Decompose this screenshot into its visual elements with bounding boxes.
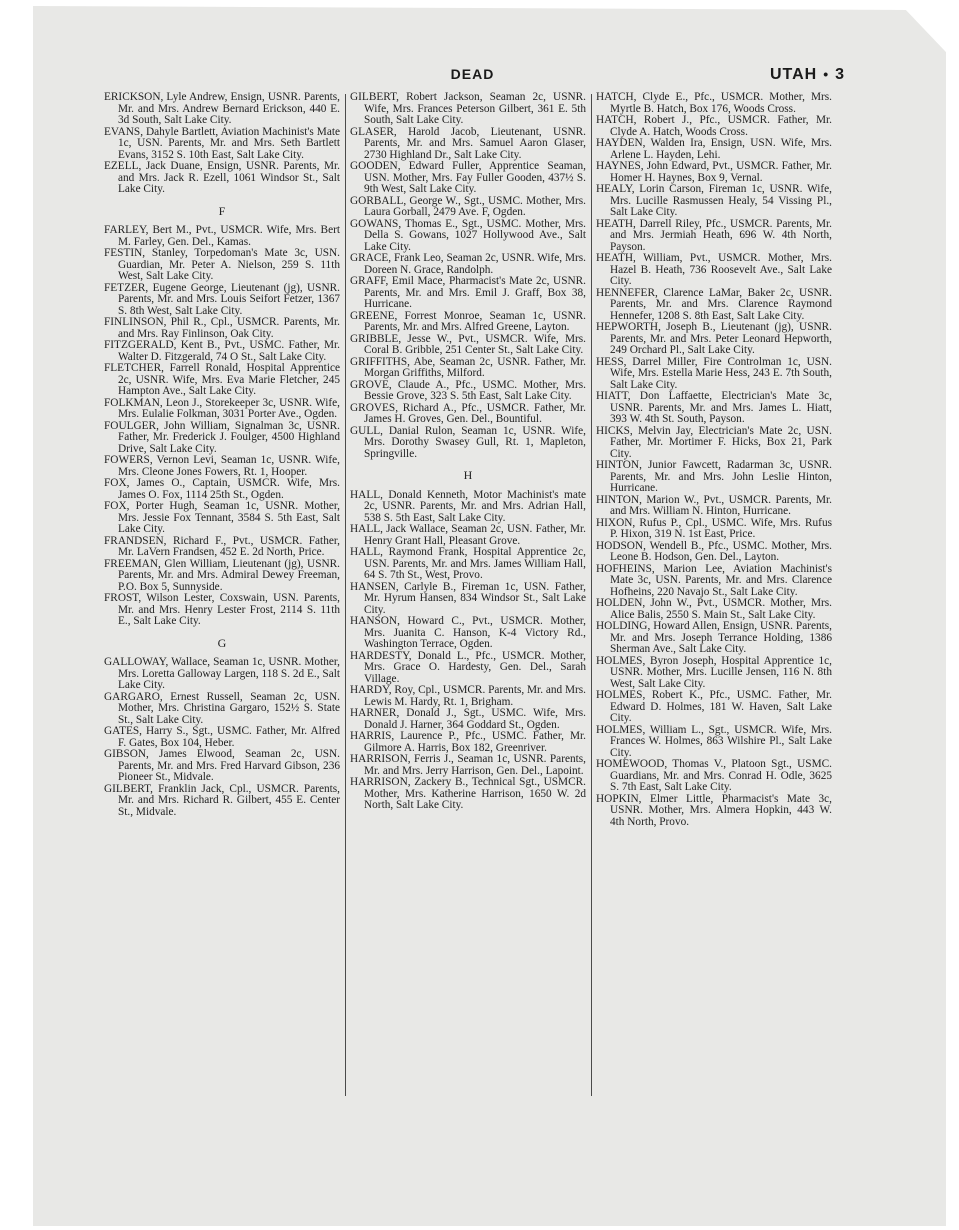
casualty-entry: GIBSON, James Elwood, Seaman 2c, USN. Parents, Mr. and Mrs. Fred Harvard Gibson, 236 Pioneer St., Midvale.: [104, 748, 340, 783]
casualty-entry: FETZER, Eugene George, Lieutenant (jg), USNR. Parents, Mr. and Mrs. Louis Seifort Fetzer, 1367 S. 8th West, Salt Lake City.: [104, 281, 340, 317]
casualty-entry: HAYDEN, Walden Ira, Ensign, USN. Wife, Mrs. Arlene L. Hayden, Lehi.: [596, 137, 832, 161]
casualty-entry: HOLMES, William L., Sgt., USMCR. Wife, Mrs. Frances W. Holmes, 863 Wilshire Pl., Salt Lake City.: [596, 723, 832, 759]
casualty-entry: HICKS, Melvin Jay, Electrician's Mate 2c, USN. Father, Mr. Mortimer F. Hicks, Box 21, Park City.: [596, 424, 832, 460]
casualty-entry: HEATH, William, Pvt., USMCR. Mother, Mrs. Hazel B. Heath, 736 Roosevelt Ave., Salt Lake City.: [596, 252, 832, 287]
casualty-entry: FESTIN, Stanley, Torpedoman's Mate 3c, USN. Guardian, Mr. Peter A. Nielson, 259 S. 11th West, Salt Lake City.: [104, 247, 340, 282]
casualty-entry: FOLKMAN, Leon J., Storekeeper 3c, USNR. Wife, Mrs. Eulalie Folkman, 3031 Porter Ave., Ogden.: [104, 396, 340, 420]
casualty-entry: HOLDEN, John W., Pvt., USMCR. Mother, Mrs. Alice Balis, 2550 S. Main St., Salt Lake City.: [596, 597, 832, 621]
casualty-entry: HALL, Jack Wallace, Seaman 2c, USN. Father, Mr. Henry Grant Hall, Pleasant Grove.: [350, 523, 586, 547]
casualty-entry: HATCH, Robert J., Pfc., USMCR. Father, Mr. Clyde A. Hatch, Woods Cross.: [596, 114, 832, 138]
casualty-entry: GULL, Danial Rulon, Seaman 1c, USNR. Wife, Mrs. Dorothy Swasey Gull, Rt. 1, Mapleton, Springville.: [350, 424, 586, 460]
state-page-label: [770, 66, 845, 84]
casualty-entry: GOWANS, Thomas E., Sgt., USMC. Mother, Mrs. Della S. Gowans, 1027 Hollywood Ave., Salt Lake City.: [350, 217, 586, 253]
section-letter: H: [463, 468, 473, 482]
casualty-entry: HARDESTY, Donald L., Pfc., USMCR. Mother, Mrs. Grace O. Hardesty, Gen. Del., Sarah Village.: [350, 649, 586, 685]
casualty-entry: HINTON, Marion W., Pvt., USMCR. Parents, Mr. and Mrs. William N. Hinton, Hurricane.: [596, 493, 832, 517]
casualty-entry: GREENE, Forrest Monroe, Seaman 1c, USNR. Parents, Mr. and Mrs. Alfred Greene, Layton.: [350, 309, 586, 333]
column-divider-1: [345, 94, 346, 1096]
casualty-entry: HENNEFER, Clarence LaMar, Baker 2c, USNR. Parents, Mr. and Mrs. Clarence Raymond Hennefer, 1208 S. 8th East, Salt Lake City.: [596, 286, 832, 322]
casualty-entry: FLETCHER, Farrell Ronald, Hospital Apprentice 2c, USNR. Wife, Mrs. Eva Marie Fletcher, 245 Hampton Ave., Salt Lake City.: [104, 362, 340, 397]
page-number: 3: [835, 66, 845, 83]
page-header: [100, 66, 845, 90]
casualty-entry: HEPWORTH, Joseph B., Lieutenant (jg), USNR. Parents, Mr. and Mrs. Peter Leonard Hepworth, 249 Orchard Pl., Salt Lake City.: [596, 321, 832, 356]
column-2: [350, 92, 586, 1092]
casualty-entry: HALL, Donald Kenneth, Motor Machinist's mate 2c, USNR. Parents, Mr. and Mrs. Adrian Hall, 538 S. 5th East, Salt Lake City.: [350, 488, 586, 524]
casualty-entry: HOLMES, Robert K., Pfc., USMC. Father, Mr. Edward D. Holmes, 181 W. Haven, Salt Lake City.: [596, 689, 832, 724]
casualty-entry: GALLOWAY, Wallace, Seaman 1c, USNR. Mother, Mrs. Loretta Galloway Largen, 118 S. 2d E., Salt Lake City.: [104, 656, 340, 691]
casualty-entry: HIATT, Don Laffaette, Electrician's Mate 3c, USNR. Parents, Mr. and Mrs. James L. Hiatt, 393 W. 4th St. South, Payson.: [596, 390, 832, 425]
casualty-entry: HATCH, Clyde E., Pfc., USMCR. Mother, Mrs. Myrtle B. Hatch, Box 176, Woods Cross.: [596, 92, 832, 115]
casualty-entry: FREEMAN, Glen William, Lieutenant (jg), USNR. Parents, Mr. and Mrs. Admiral Dewey Freeman, P.O. Box 5, Sunnyside.: [104, 557, 340, 593]
casualty-entry: HARRIS, Laurence P., Pfc., USMC. Father, Mr. Gilmore A. Harris, Box 182, Greenriver.: [350, 730, 586, 754]
casualty-entry: HINTON, Junior Fawcett, Radarman 3c, USNR. Parents, Mr. and Mrs. John Leslie Hinton, Hurricane.: [596, 459, 832, 494]
casualty-entry: FOWERS, Vernon Levi, Seaman 1c, USNR. Wife, Mrs. Cleone Jones Fowers, Rt. 1, Hooper.: [104, 454, 340, 478]
casualty-entry: EVANS, Dahyle Bartlett, Aviation Machinist's Mate 1c, USN. Parents, Mr. and Mrs. Seth Bartlett Evans, 3152 S. 10th East, Salt Lake City.: [104, 125, 340, 161]
casualty-entry: HOFHEINS, Marion Lee, Aviation Machinist's Mate 3c, USN. Parents, Mr. and Mrs. Clarence Hofheins, 220 Navajo St., Salt Lake City.: [596, 562, 832, 598]
casualty-entry: EZELL, Jack Duane, Ensign, USNR. Parents, Mr. and Mrs. Jack R. Ezell, 1061 Windsor St., Salt Lake City.: [104, 160, 340, 195]
casualty-entry: HOMEWOOD, Thomas V., Platoon Sgt., USMC. Guardians, Mr. and Mrs. Conrad H. Odle, 3625 S. 7th East, Salt Lake City.: [596, 758, 832, 793]
casualty-entry: GRIFFITHS, Abe, Seaman 2c, USNR. Father, Mr. Morgan Griffiths, Milford.: [350, 355, 586, 379]
casualty-entry: FOX, James O., Captain, USMCR. Wife, Mrs. James O. Fox, 1114 25th St., Ogden.: [104, 477, 340, 501]
section-letter: F: [218, 203, 226, 218]
casualty-entry: ERICKSON, Lyle Andrew, Ensign, USNR. Parents, Mr. and Mrs. Andrew Bernard Erickson, 440 E. 3d South, Salt Lake City.: [104, 92, 340, 126]
casualty-entry: FRANDSEN, Richard F., Pvt., USMCR. Father, Mr. LaVern Frandsen, 452 E. 2d North, Price.: [104, 534, 340, 558]
casualty-entry: HIXON, Rufus P., Cpl., USMC. Wife, Mrs. Rufus P. Hixon, 319 N. 1st East, Price.: [596, 516, 832, 540]
casualty-entry: GRAFF, Emil Mace, Pharmacist's Mate 2c, USNR. Parents, Mr. and Mrs. Emil J. Graff, Box 38, Hurricane.: [350, 275, 586, 310]
casualty-entry: HARRISON, Ferris J., Seaman 1c, USNR. Parents, Mr. and Mrs. Jerry Harrison, Gen. Del., Lapoint.: [350, 753, 586, 777]
bullet-separator: •: [823, 66, 830, 82]
casualty-entry: GOODEN, Edward Fuller, Apprentice Seaman, USN. Mother, Mrs. Fay Fuller Gooden, 437½ S. 9th West, Salt Lake City.: [350, 160, 586, 195]
casualty-entry: GLASER, Harold Jacob, Lieutenant, USNR. Parents, Mr. and Mrs. Samuel Aaron Glaser, 2730 Highland Dr., Salt Lake City.: [350, 125, 586, 161]
casualty-entry: GRIBBLE, Jesse W., Pvt., USMCR. Wife, Mrs. Coral B. Gribble, 251 Center St., Salt Lake City.: [350, 332, 586, 356]
casualty-entry: FOX, Porter Hugh, Seaman 1c, USNR. Mother, Mrs. Jessie Fox Tennant, 3584 S. 5th East, Salt Lake City.: [104, 500, 340, 535]
casualty-entry: HARRISON, Zackery B., Technical Sgt., USMCR. Mother, Mrs. Katherine Harrison, 1650 W. 2d North, Salt Lake City.: [350, 776, 586, 811]
casualty-entry: HAYNES, John Edward, Pvt., USMCR. Father, Mr. Homer H. Haynes, Box 9, Vernal.: [596, 160, 832, 184]
casualty-entry: HARDY, Roy, Cpl., USMCR. Parents, Mr. and Mrs. Lewis M. Hardy, Rt. 1, Brigham.: [350, 684, 586, 708]
casualty-entry: HESS, Darrel Miller, Fire Controlman 1c, USN. Wife, Mrs. Estella Marie Hess, 243 E. 7th South, Salt Lake City.: [596, 355, 832, 391]
casualty-entry: HALL, Raymond Frank, Hospital Apprentice 2c, USN. Parents, Mr. and Mrs. James William Hall, 64 S. 7th St., West, Provo.: [350, 546, 586, 581]
state-name: UTAH: [769, 66, 818, 83]
casualty-entry: GARGARO, Ernest Russell, Seaman 2c, USN. Mother, Mrs. Christina Gargaro, 152½ S. State St., Salt Lake City.: [104, 690, 340, 726]
casualty-entry: GATES, Harry S., Sgt., USMC. Father, Mr. Alfred F. Gates, Box 104, Heber.: [104, 725, 340, 749]
casualty-entry: GILBERT, Franklin Jack, Cpl., USMCR. Parents, Mr. and Mrs. Richard R. Gilbert, 455 E. Center St., Midvale.: [104, 782, 340, 818]
casualty-entry: HANSEN, Carlyle B., Fireman 1c, USN. Father, Mr. Hyrum Hansen, 834 Windsor St., Salt Lake City.: [350, 580, 586, 616]
casualty-entry: HOLMES, Byron Joseph, Hospital Apprentice 1c, USNR. Mother, Mrs. Lucille Jensen, 116 N. 8th West, Salt Lake City.: [596, 654, 832, 690]
casualty-entry: HEATH, Darrell Riley, Pfc., USMCR. Parents, Mr. and Mrs. Jermiah Heath, 696 W. 4th North, Payson.: [596, 217, 832, 253]
column-1: [104, 92, 340, 1092]
casualty-entry: HOPKIN, Elmer Little, Pharmacist's Mate 3c, USNR. Mother, Mrs. Almera Hopkin, 443 W. 4th North, Provo.: [596, 792, 832, 828]
casualty-entry: FINLINSON, Phil R., Cpl., USMCR. Parents, Mr. and Mrs. Ray Finlinson, Oak City.: [104, 316, 340, 340]
casualty-entry: HARNER, Donald J., Sgt., USMC. Wife, Mrs. Donald J. Harner, 364 Goddard St., Ogden.: [350, 707, 586, 731]
casualty-entry: GROVE, Claude A., Pfc., USMC. Mother, Mrs. Bessie Grove, 323 S. 5th East, Salt Lake City.: [350, 378, 586, 402]
casualty-entry: FROST, Wilson Lester, Coxswain, USN. Parents, Mr. and Mrs. Henry Lester Frost, 2114 S. 11th E., Salt Lake City.: [104, 592, 340, 627]
casualty-entry: GRACE, Frank Leo, Seaman 2c, USNR. Wife, Mrs. Doreen N. Grace, Randolph.: [350, 252, 586, 276]
section-letter: G: [217, 635, 227, 650]
casualty-entry: GROVES, Richard A., Pfc., USMCR. Father, Mr. James H. Groves, Gen. Del., Bountiful.: [350, 401, 586, 425]
casualty-entry: GORBALL, George W., Sgt., USMC. Mother, Mrs. Laura Gorball, 2479 Ave. F, Ogden.: [350, 194, 586, 218]
casualty-entry: HANSON, Howard C., Pvt., USMCR. Mother, Mrs. Juanita C. Hanson, K-4 Victory Rd., Washington Terrace, Ogden.: [350, 615, 586, 650]
column-3: [596, 92, 832, 1092]
column-divider-2: [591, 94, 592, 1096]
casualty-entry: HOLDING, Howard Allen, Ensign, USNR. Parents, Mr. and Mrs. Joseph Terrance Holding, 1386 Sherman Ave., Salt Lake City.: [596, 620, 832, 655]
casualty-entry: FARLEY, Bert M., Pvt., USMCR. Wife, Mrs. Bert M. Farley, Gen. Del., Kamas.: [104, 224, 340, 248]
casualty-entry: HODSON, Wendell B., Pfc., USMC. Mother, Mrs. Leone B. Hodson, Gen. Del., Layton.: [596, 539, 832, 563]
casualty-entry: FOULGER, John William, Signalman 3c, USNR. Father, Mr. Frederick J. Foulger, 4500 Highland Drive, Salt Lake City.: [104, 419, 340, 455]
casualty-entry: HEALY, Lorin Carson, Fireman 1c, USNR. Wife, Mrs. Lucille Rasmussen Healy, 54 Vissing Pl., Salt Lake City.: [596, 183, 832, 218]
page-title: DEAD: [450, 66, 495, 82]
casualty-entry: GILBERT, Robert Jackson, Seaman 2c, USNR. Wife, Mrs. Frances Peterson Gilbert, 361 E. 5th South, Salt Lake City.: [350, 92, 586, 126]
casualty-entry: FITZGERALD, Kent B., Pvt., USMC. Father, Mr. Walter D. Fitzgerald, 74 O St., Salt Lake City.: [104, 339, 340, 363]
